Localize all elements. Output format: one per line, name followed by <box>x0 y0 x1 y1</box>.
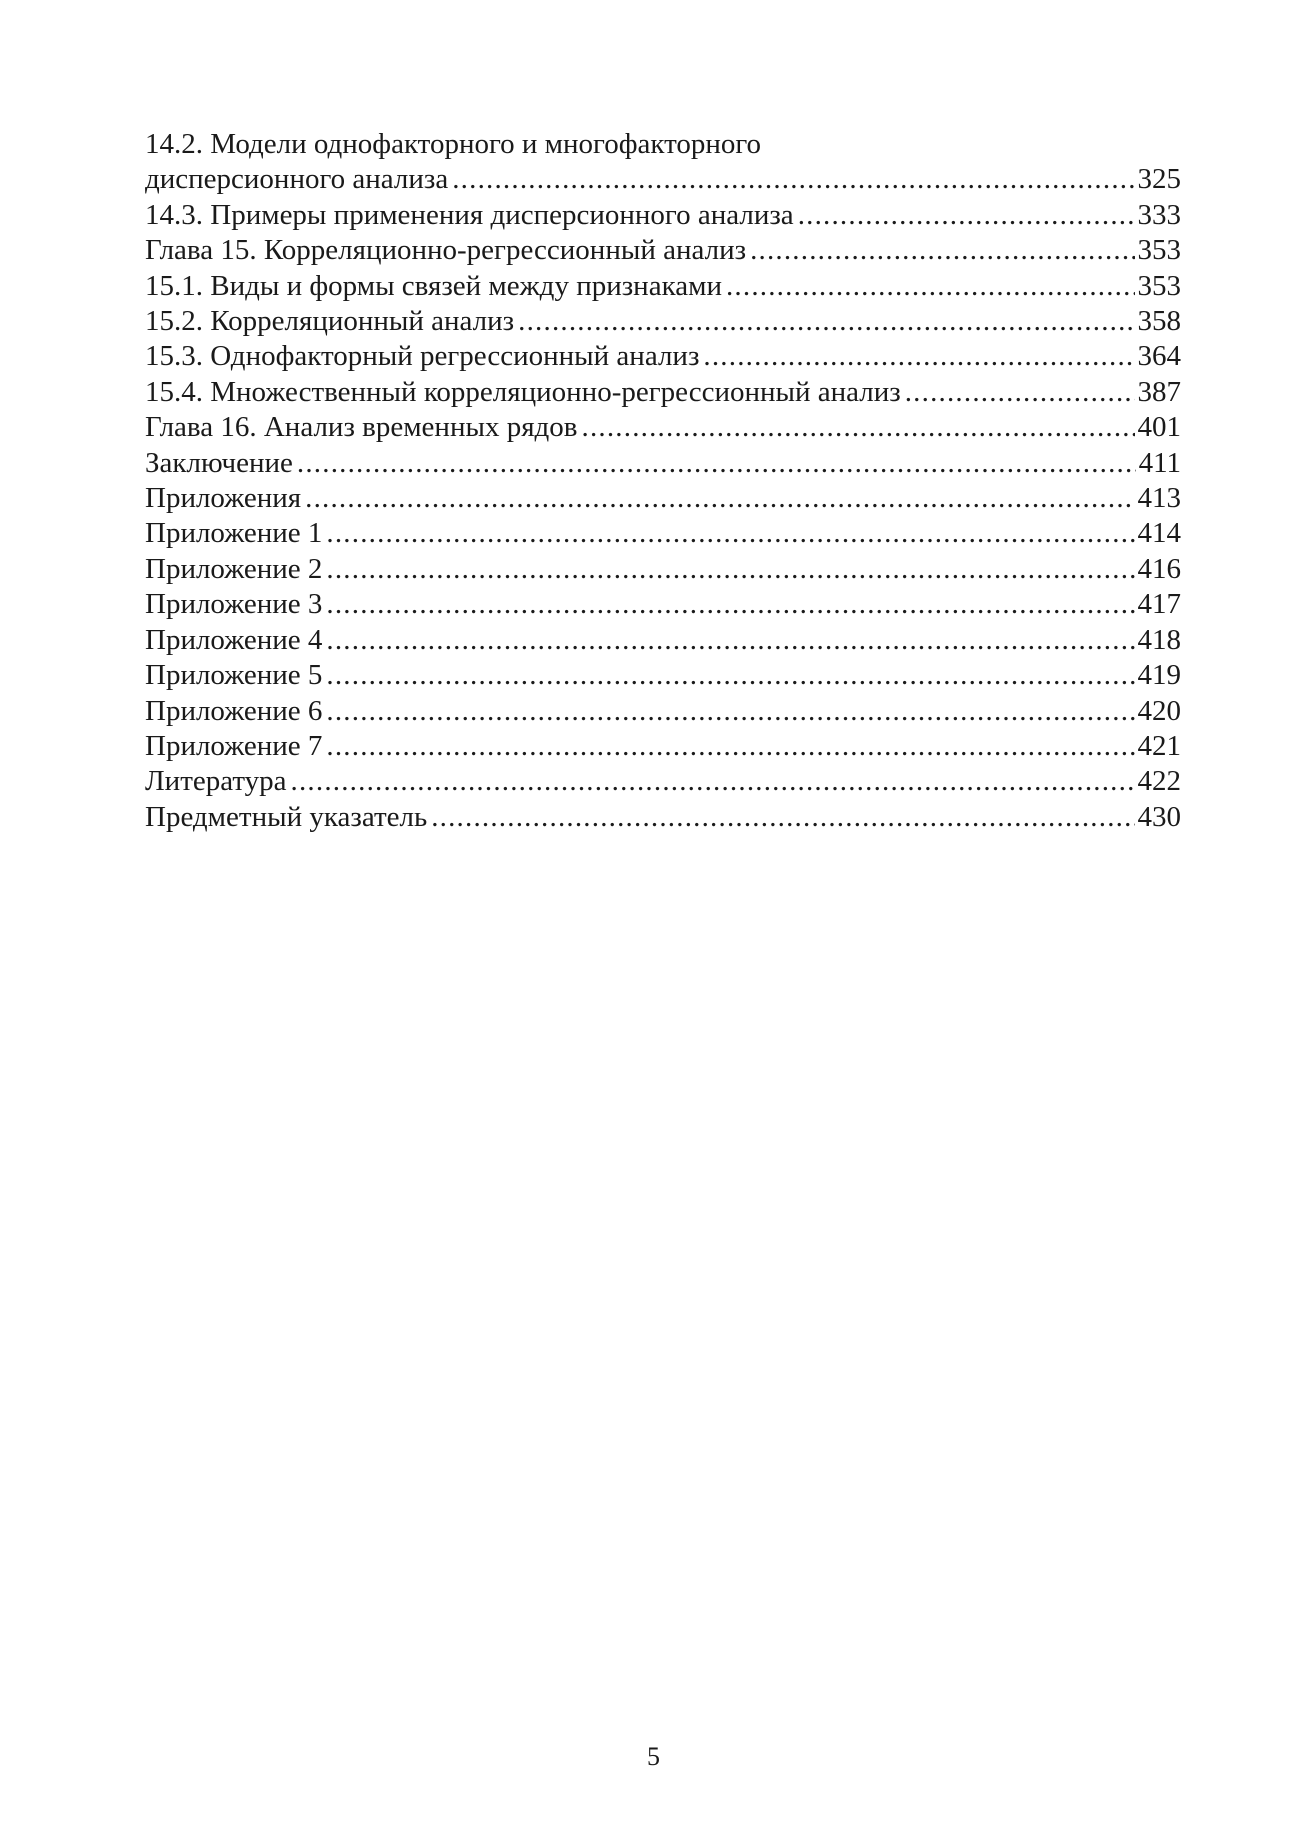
toc-entry-page: 416 <box>1137 552 1181 585</box>
toc-entry-page: 353 <box>1137 234 1181 267</box>
toc-entry-title: Заключение <box>145 446 293 479</box>
toc-entry-title: Глава 16. Анализ временных рядов <box>145 411 578 444</box>
toc-entry-title: Приложение 7 <box>145 729 323 762</box>
toc-entry <box>145 658 1181 693</box>
toc-leader-dots <box>431 800 1134 835</box>
toc-entry-page: 353 <box>1137 269 1181 302</box>
toc-leader-dots <box>326 516 1134 551</box>
toc-entry-title: 15.1. Виды и формы связей между признаками <box>145 269 722 302</box>
toc-leader-dots <box>703 339 1134 374</box>
toc-entry <box>145 552 1181 587</box>
toc-entry-title: Глава 15. Корреляционно-регрессионный анализ <box>145 234 747 267</box>
toc-entry <box>145 339 1181 374</box>
toc-entry-title: 15.4. Множественный корреляционно-регрессионный анализ <box>145 375 901 408</box>
toc-entry-page: 401 <box>1137 411 1181 444</box>
toc-entry <box>145 764 1181 799</box>
toc-entry <box>145 800 1181 835</box>
toc-entry <box>145 694 1181 729</box>
toc-entry-page: 325 <box>1137 163 1181 196</box>
table-of-contents <box>145 127 1181 835</box>
toc-entry <box>145 304 1181 339</box>
toc-entry-page: 364 <box>1137 340 1181 373</box>
toc-leader-dots <box>726 269 1135 304</box>
toc-entry <box>145 623 1181 658</box>
toc-entry <box>145 233 1181 268</box>
toc-entry <box>145 410 1181 445</box>
toc-leader-dots <box>326 694 1134 729</box>
toc-entry-page: 414 <box>1137 517 1181 550</box>
toc-entry <box>145 516 1181 551</box>
toc-entry <box>145 729 1181 764</box>
toc-entry <box>145 587 1181 622</box>
toc-entry <box>145 481 1181 516</box>
toc-leader-dots <box>326 658 1134 693</box>
toc-entry-title: Литература <box>145 765 287 798</box>
toc-entry-title: Приложение 4 <box>145 623 323 656</box>
toc-entry <box>145 127 1181 198</box>
toc-leader-dots <box>750 233 1134 268</box>
toc-entry-page: 358 <box>1137 305 1181 338</box>
toc-entry-title-line1: 14.2. Модели однофакторного и многофакторного <box>145 128 762 160</box>
toc-entry-title: 15.3. Однофакторный регрессионный анализ <box>145 340 700 373</box>
toc-entry <box>145 375 1181 410</box>
toc-leader-dots <box>326 729 1134 764</box>
toc-leader-dots <box>326 552 1134 587</box>
toc-entry-title-line2: дисперсионного анализа <box>145 163 449 196</box>
toc-entry-title: Приложение 5 <box>145 659 323 692</box>
toc-entry-page: 422 <box>1137 765 1181 798</box>
toc-entry-page: 419 <box>1137 659 1181 692</box>
toc-entry <box>145 198 1181 233</box>
toc-leader-dots <box>518 304 1134 339</box>
toc-leader-dots <box>305 481 1134 516</box>
toc-entry <box>145 269 1181 304</box>
toc-entry-page: 411 <box>1138 446 1181 479</box>
toc-entry-title: 14.3. Примеры применения дисперсионного анализа <box>145 198 794 231</box>
page-number: 5 <box>647 1742 660 1771</box>
toc-entry-title: Предметный указатель <box>145 800 428 833</box>
toc-entry-page: 430 <box>1137 800 1181 833</box>
toc-entry-title: Приложения <box>145 482 302 515</box>
toc-entry-title: 15.2. Корреляционный анализ <box>145 305 515 338</box>
toc-entry-title: Приложение 2 <box>145 552 323 585</box>
toc-leader-dots <box>297 446 1136 481</box>
toc-leader-dots <box>326 587 1134 622</box>
toc-entry-page: 333 <box>1137 198 1181 231</box>
toc-entry-title: Приложение 6 <box>145 694 323 727</box>
toc-leader-dots <box>452 162 1134 197</box>
toc-leader-dots <box>798 198 1135 233</box>
toc-entry <box>145 446 1181 481</box>
toc-entry-page: 413 <box>1137 482 1181 515</box>
toc-entry-title: Приложение 1 <box>145 517 323 550</box>
toc-entry-page: 387 <box>1137 375 1181 408</box>
toc-entry-page: 421 <box>1137 729 1181 762</box>
toc-entry-page: 418 <box>1137 623 1181 656</box>
toc-leader-dots <box>291 764 1135 799</box>
toc-leader-dots <box>326 623 1134 658</box>
toc-entry-page: 417 <box>1137 588 1181 621</box>
toc-leader-dots <box>905 375 1135 410</box>
toc-leader-dots <box>582 410 1135 445</box>
toc-entry-page: 420 <box>1137 694 1181 727</box>
toc-entry-title: Приложение 3 <box>145 588 323 621</box>
